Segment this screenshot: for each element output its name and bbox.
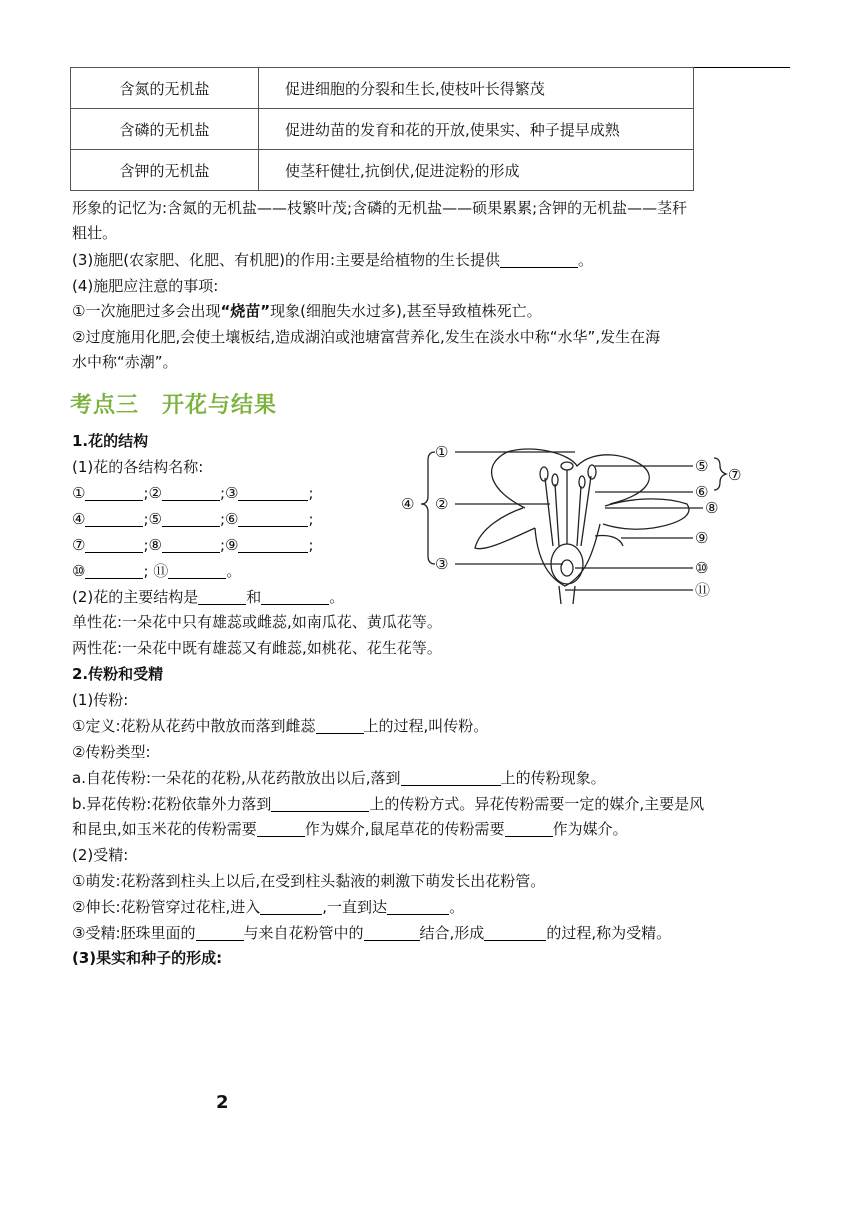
bracket-4 [421,452,435,564]
answer-blank[interactable] [261,589,329,605]
label-5: ⑤ [695,457,709,475]
question-line: ①定义:花粉从花药中散放而落到雌蕊 上的过程,叫传粉。 [72,717,489,735]
label-8: ⑧ [705,499,719,517]
salt-effect: 使茎秆健壮,抗倒伏,促进淀粉的形成 [259,150,694,191]
answer-blank[interactable] [238,485,308,501]
answer-blank[interactable] [500,252,578,268]
label-11: ⑪ [695,581,711,599]
salt-effect: 促进细胞的分裂和生长,使枝叶长得繁茂 [259,68,694,109]
label-3: ③ [435,555,449,573]
label-2: ② [435,495,449,513]
answer-blank[interactable] [85,485,143,501]
label-10: ⑩ [695,559,709,577]
answer-blank[interactable] [401,770,501,786]
label-9: ⑨ [695,529,709,547]
question-line: ③受精:胚珠里面的 与来自花粉管中的 结合,形成 的过程,称为受精。 [72,924,672,942]
question-line: (1)传粉: [72,691,129,709]
blank-row: ⑦ ;⑧ ;⑨ ; [72,536,314,554]
blank-row: ⑩ ; ⑪ 。 [72,562,242,580]
answer-blank[interactable] [162,511,220,527]
right-petal [603,499,689,529]
label-7: ⑦ [728,466,742,484]
mineral-salt-table [70,67,694,191]
fertilizer-note: ①一次施肥过多会出现“烧苗”现象(细胞失水过多),甚至导致植株死亡。 [72,302,542,320]
stigma [561,462,573,470]
answer-blank[interactable] [85,537,143,553]
answer-blank[interactable] [196,925,244,941]
table-row [71,150,694,191]
page-number: 2 [216,1092,229,1113]
question-line: b.异花传粉:花粉依靠外力落到 上的传粉方式。异花传粉需要一定的媒介,主要是风 [72,795,705,813]
section-title: 考点三 开花与结果 [70,393,278,418]
salt-effect: 促进幼苗的发育和花的开放,使果实、种子提早成熟 [259,109,694,150]
answer-blank[interactable] [484,925,546,941]
salt-name: 含钾的无机盐 [71,150,259,191]
answer-blank[interactable] [505,821,553,837]
answer-blank[interactable] [238,511,308,527]
question-line: (1)花的各结构名称: [72,458,204,476]
stalk [559,586,575,604]
answer-blank[interactable] [238,537,308,553]
flower-structure-diagram [395,436,755,608]
ovule [561,560,573,576]
answer-blank[interactable] [364,925,420,941]
question-line: (2)花的主要结构是 和 。 [72,588,345,606]
salt-name: 含氮的无机盐 [71,68,259,109]
table-row [71,109,694,150]
answer-blank[interactable] [260,899,322,915]
sepal [595,535,623,546]
fertilizer-note: ②过度施用化肥,会使土壤板结,造成湖泊或池塘富营养化,发生在淡水中称“水华”,发生在海 [72,328,661,346]
answer-blank[interactable] [85,563,143,579]
fertilizer-note: 水中称“赤潮”。 [72,353,178,371]
table-row [71,68,694,109]
bracket-7 [714,458,726,490]
answer-blank[interactable] [162,485,220,501]
subsection-title: 2.传粉和受精 [72,665,164,683]
definition-line: 两性花:一朵花中既有雄蕊又有雌蕊,如桃花、花生花等。 [72,639,442,657]
fertilizer-notes-heading: (4)施肥应注意的事项: [72,277,219,295]
memory-line: 形象的记忆为:含氮的无机盐——枝繁叶茂;含磷的无机盐——硕果累累;含钾的无机盐——茎秆 [72,199,688,217]
blank-row: ④ ;⑤ ;⑥ ; [72,510,314,528]
question-line: (2)受精: [72,846,129,864]
salt-name: 含磷的无机盐 [71,109,259,150]
question-line: ①萌发:花粉落到柱头上以后,在受到柱头黏液的刺激下萌发长出花粉管。 [72,872,546,890]
answer-blank[interactable] [271,796,369,812]
label-6: ⑥ [695,483,709,501]
answer-blank[interactable] [168,563,226,579]
blank-row: ① ;② ;③ ; [72,484,314,502]
question-line: ②伸长:花粉管穿过花柱,进入 ,一直到达 。 [72,898,465,916]
answer-blank[interactable] [257,821,305,837]
question-line: ②传粉类型: [72,743,151,761]
back-petals [492,449,650,508]
question-line: a.自花传粉:一朵花的花粉,从花药散放出以后,落到 上的传粉现象。 [72,769,606,787]
answer-blank[interactable] [316,718,364,734]
label-4: ④ [401,495,415,513]
answer-blank[interactable] [387,899,449,915]
answer-blank[interactable] [85,511,143,527]
subsection-title: 1.花的结构 [72,432,149,450]
definition-line: 单性花:一朵花中只有雄蕊或雌蕊,如南瓜花、黄瓜花等。 [72,613,442,631]
question-line: 和昆虫,如玉米花的传粉需要 作为媒介,鼠尾草花的传粉需要 作为媒介。 [72,820,628,838]
label-1: ① [435,443,449,461]
answer-blank[interactable] [162,537,220,553]
answer-blank[interactable] [198,589,246,605]
memory-line: 粗壮。 [72,224,118,242]
fertilizer-function: (3)施肥(农家肥、化肥、有机肥)的作用:主要是给植物的生长提供 。 [72,251,594,269]
left-petal [475,508,535,549]
question-line: (3)果实和种子的形成: [72,949,223,967]
